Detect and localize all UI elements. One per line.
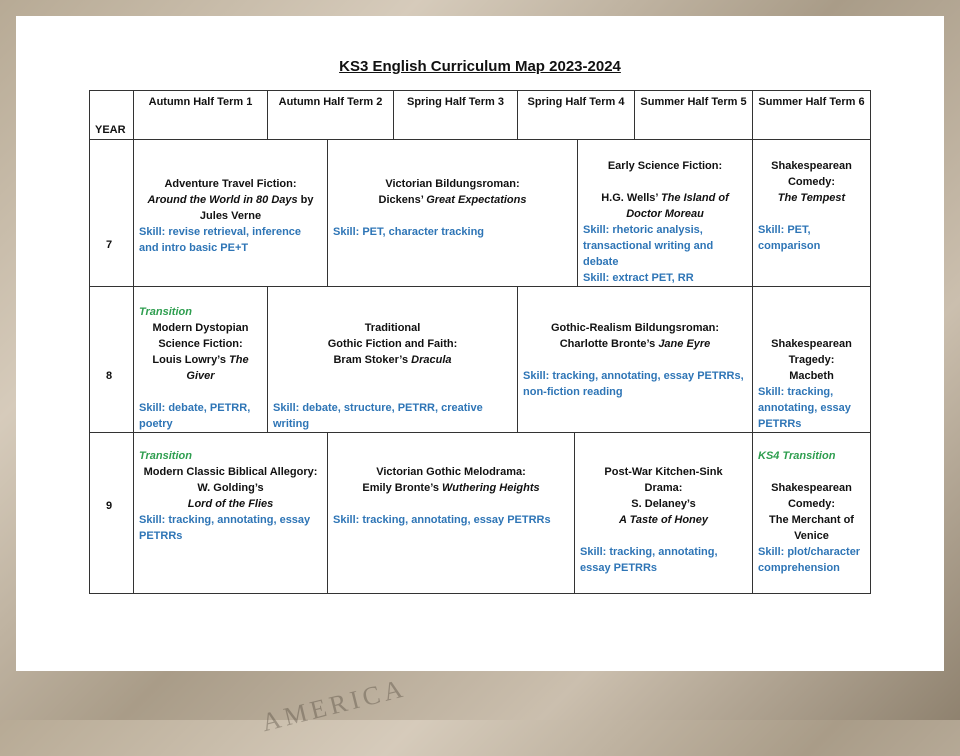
- year-8-label: 8: [106, 370, 113, 382]
- y9-u3-text: A Taste of Honey: [618, 514, 709, 526]
- y7-u2-author: Dickens’: [378, 194, 424, 206]
- y7-u1-author: Jules Verne: [199, 210, 262, 222]
- y8-u1-text2: Giver: [186, 370, 215, 382]
- y9-u2-author: Emily Bronte’s: [362, 482, 439, 494]
- y8-u4-line-3: Macbeth: [789, 370, 834, 382]
- y8-u2-skill: Skill: debate, structure, PETRR, creative writing: [273, 402, 483, 430]
- y7-u2-genre: Victorian Bildungsroman:: [385, 178, 520, 190]
- header-summer-6: Summer Half Term 6: [758, 96, 865, 108]
- y8-u1-text1: The: [229, 354, 249, 366]
- y7-u2-skill: Skill: PET, character tracking: [333, 226, 485, 238]
- header-autumn-2: Autumn Half Term 2: [278, 96, 383, 108]
- y9-u1-transition: Transition: [139, 450, 192, 462]
- y9-unit-4: [753, 446, 870, 578]
- y8-u3-author: Charlotte Bronte’s: [559, 338, 656, 350]
- y8-unit-4: [753, 334, 870, 434]
- y7-unit-4: [753, 156, 870, 256]
- y9-u4-line-3: The Merchant of: [769, 514, 854, 526]
- y8-u4-line-1: Shakespearean: [771, 338, 852, 350]
- y8-unit-1: [134, 302, 267, 434]
- y8-u4-line-2: Tragedy:: [788, 354, 835, 366]
- header-year: YEAR: [95, 124, 126, 136]
- y7-unit-3: [578, 156, 752, 288]
- header-autumn-1: Autumn Half Term 1: [148, 96, 253, 108]
- year-7-label: 7: [106, 239, 113, 251]
- curriculum-document: [16, 16, 944, 671]
- y7-u4-skill: Skill: PET, comparison: [758, 224, 821, 252]
- y7-u3-text2: Doctor Moreau: [626, 208, 704, 220]
- y8-u3-skill: Skill: tracking, annotating, essay PETRRs, non-fiction reading: [523, 370, 744, 398]
- y7-u1-text: Around the World in 80 Days: [147, 194, 298, 206]
- y9-u3-author: S. Delaney’s: [631, 498, 696, 510]
- y8-u4-skill: Skill: tracking, annotating, essay PETRRs: [758, 386, 851, 430]
- y7-u1-by: by: [297, 194, 314, 206]
- y8-u3-text: Jane Eyre: [658, 338, 711, 350]
- y9-u4-transition: KS4 Transition: [758, 450, 836, 462]
- y7-u4-text: The Tempest: [777, 192, 846, 204]
- y9-u4-skill: Skill: plot/character comprehension: [758, 546, 861, 574]
- y8-u3-genre: Gothic-Realism Bildungsroman:: [550, 322, 720, 334]
- y8-u2-text: Dracula: [411, 354, 452, 366]
- y7-u2-text: Great Expectations: [426, 194, 527, 206]
- page-title: KS3 English Curriculum Map 2023-2024: [339, 58, 621, 75]
- y9-u1-skill: Skill: tracking, annotating, essay PETRRs: [139, 514, 311, 542]
- y8-u1-line-1: Modern Dystopian: [152, 322, 249, 334]
- y9-u2-text: Wuthering Heights: [442, 482, 540, 494]
- y9-u1-text: Lord of the Flies: [187, 498, 274, 510]
- header-spring-3: Spring Half Term 3: [407, 96, 504, 108]
- y7-u3-text1: The Island of: [660, 192, 729, 204]
- y9-u1-author: W. Golding’s: [197, 482, 264, 494]
- y8-u1-transition: Transition: [139, 306, 192, 318]
- y9-unit-1: [134, 446, 327, 546]
- y9-u3-line-2: Drama:: [644, 482, 683, 494]
- y8-u2-line-2: Gothic Fiction and Faith:: [327, 338, 458, 350]
- year-9-label: 9: [106, 500, 113, 512]
- y9-unit-3: [575, 462, 752, 578]
- y7-u4-line-1: Shakespearean: [771, 160, 852, 172]
- y9-u1-genre: Modern Classic Biblical Allegory:: [143, 466, 318, 478]
- y7-u3-genre: Early Science Fiction:: [607, 160, 723, 172]
- y9-u3-line-1: Post-War Kitchen-Sink: [604, 466, 723, 478]
- header-summer-5: Summer Half Term 5: [640, 96, 747, 108]
- y8-u2-line-3: Bram Stoker’s: [333, 354, 409, 366]
- y7-u4-line-2: Comedy:: [787, 176, 836, 188]
- y7-u3-author: H.G. Wells’: [601, 192, 658, 204]
- y8-u1-line-2: Science Fiction:: [158, 338, 243, 350]
- y9-u3-skill: Skill: tracking, annotating, essay PETRRs: [580, 546, 718, 574]
- y7-unit-2: [328, 174, 577, 242]
- background-texture: AMERICA: [258, 673, 410, 738]
- header-spring-4: Spring Half Term 4: [527, 96, 625, 108]
- y7-u1-genre: Adventure Travel Fiction:: [164, 178, 297, 190]
- y7-u3-skill-2: Skill: extract PET, RR: [583, 272, 694, 284]
- y8-u2-line-1: Traditional: [364, 322, 421, 334]
- y9-u2-genre: Victorian Gothic Melodrama:: [376, 466, 526, 478]
- y7-unit-1: [134, 174, 327, 258]
- y7-u1-skill: Skill: revise retrieval, inference and intro basic PE+T: [139, 226, 302, 254]
- y8-unit-3: [518, 318, 752, 402]
- y8-u1-skill: Skill: debate, PETRR, poetry: [139, 402, 251, 430]
- y8-unit-2: [268, 318, 517, 434]
- y9-u2-skill: Skill: tracking, annotating, essay PETRRs: [333, 514, 551, 526]
- y7-u3-skill-1: Skill: rhetoric analysis, transactional writing and debate: [583, 224, 714, 268]
- y9-u4-line-1: Shakespearean: [771, 482, 852, 494]
- y9-u4-line-4: Venice: [794, 530, 829, 542]
- y8-u1-author: Louis Lowry’s: [152, 354, 226, 366]
- curriculum-table: [89, 90, 871, 594]
- y9-unit-2: [328, 462, 574, 530]
- y9-u4-line-2: Comedy:: [787, 498, 836, 510]
